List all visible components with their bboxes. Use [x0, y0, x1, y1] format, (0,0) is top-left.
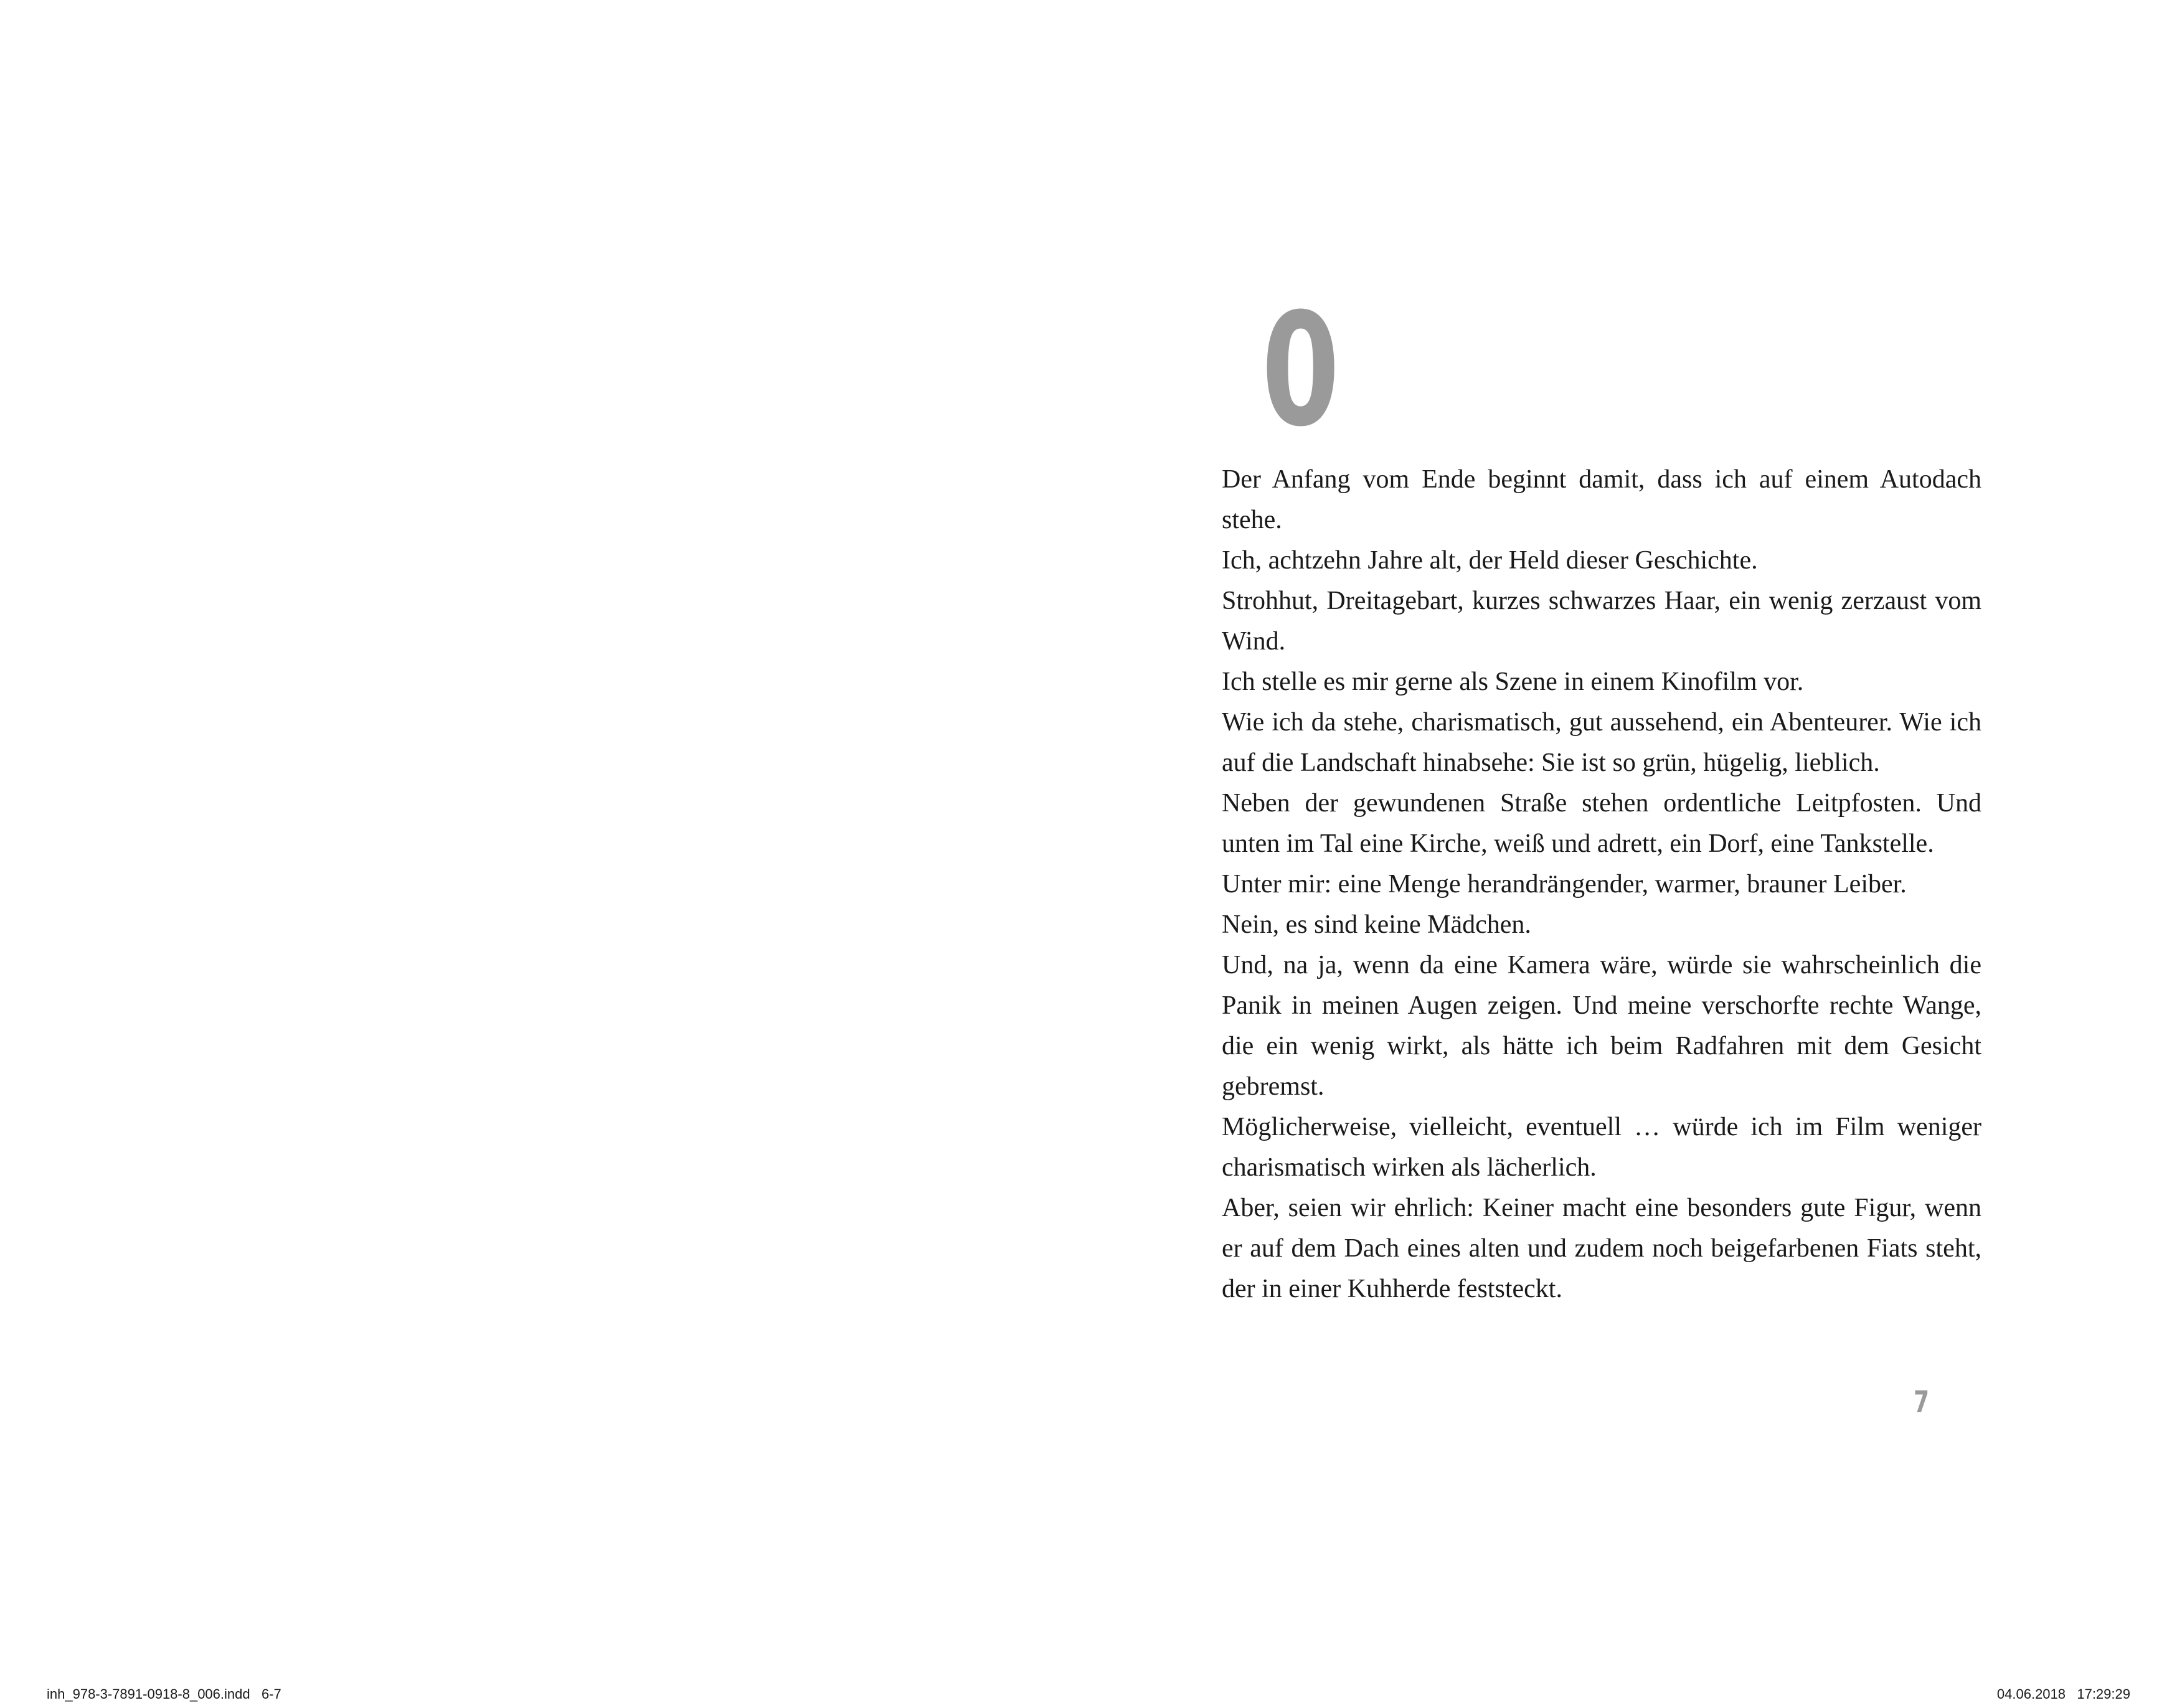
paragraph: Ich, achtzehn Jahre alt, der Held dieser Geschichte.	[1222, 546, 1758, 575]
paragraph: Aber, seien wir ehrlich: Keiner macht eine besonders gute Figur, wenn er auf dem Dach eines alten und zudem noch beigefarbenen Fiats steht, der in einer Kuhherde feststeckt.	[1222, 1194, 1981, 1303]
page-number: 7	[1914, 1385, 1930, 1420]
chapter-body-text	[1222, 460, 1981, 1309]
paragraph: Unter mir: eine Menge herandrängender, warmer, brauner Leiber.	[1222, 870, 1907, 899]
paragraph: Wie ich da stehe, charismatisch, gut aussehend, ein Abenteurer. Wie ich auf die Landschaft hinabsehe: Sie ist so grün, hügelig, lieblich.	[1222, 708, 1981, 777]
print-slug-timestamp: 04.06.2018 17:29:29	[1996, 1686, 2130, 1702]
paragraph: Strohhut, Dreitagebart, kurzes schwarzes Haar, ein wenig zerzaust vom Wind.	[1222, 587, 1981, 656]
chapter-number: 0	[1262, 280, 1338, 461]
paragraph: Möglicherweise, vielleicht, eventuell … würde ich im Film weniger charismatisch wirken als lächerlich.	[1222, 1113, 1981, 1182]
right-page	[1088, 0, 2177, 1708]
paragraph: Und, na ja, wenn da eine Kamera wäre, würde sie wahrscheinlich die Panik in meinen Augen zeigen. Und meine verschorfte rechte Wange, die ein wenig wirkt, als hätte ich beim Radfahren mit dem Gesicht gebremst.	[1222, 951, 1981, 1101]
print-slug-filename: inh_978-3-7891-0918-8_006.indd 6-7	[47, 1686, 281, 1702]
paragraph: Neben der gewundenen Straße stehen ordentliche Leitpfosten. Und unten im Tal eine Kirche, weiß und adrett, ein Dorf, eine Tankstelle.	[1222, 789, 1981, 858]
paragraph: Der Anfang vom Ende beginnt damit, dass ich auf einem Autodach stehe.	[1222, 465, 1981, 534]
paragraph: Ich stelle es mir gerne als Szene in einem Kinofilm vor.	[1222, 668, 1804, 696]
left-page	[0, 0, 1088, 1708]
paragraph: Nein, es sind keine Mädchen.	[1222, 910, 1531, 939]
